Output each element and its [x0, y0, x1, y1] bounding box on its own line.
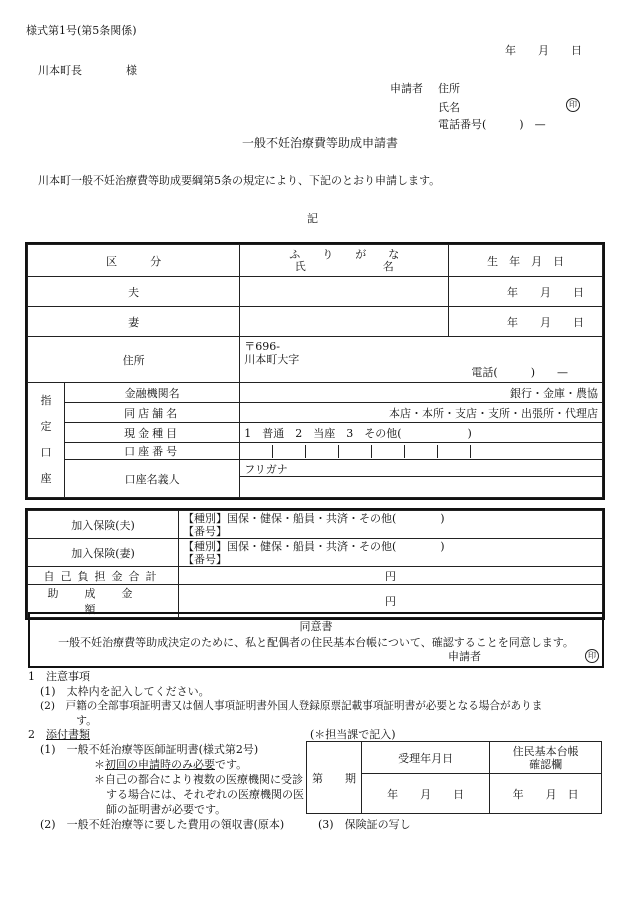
note-2-1a: ＊初回の申請時のみ必要です。 — [94, 758, 248, 771]
grant-amount-field[interactable]: 円 — [179, 585, 603, 618]
account-number-field[interactable] — [240, 443, 603, 460]
phone-label: 電話番号( ) — — [438, 118, 546, 131]
document-title: 一般不妊治療費等助成申請書 — [242, 136, 399, 150]
wife-birth-field[interactable]: 年 月 日 — [449, 307, 603, 337]
period-label: 第 期 — [307, 742, 362, 814]
address-row-label: 住所 — [28, 337, 240, 383]
seal-icon: 印 — [585, 649, 599, 663]
note-2-1d: 師の証明書が必要です。 — [106, 803, 227, 816]
insurance-wife-field[interactable]: 【種別】国保・健保・船員・共済・その他( ) 【番号】 — [179, 539, 603, 567]
furigana-header: ふ り が な — [289, 247, 400, 261]
date-line: 年 月 日 — [505, 44, 582, 57]
address-field[interactable] — [240, 337, 603, 383]
name-header — [240, 245, 449, 277]
husband-name-field[interactable] — [240, 277, 449, 307]
note-heading-1: 1 注意事項 — [28, 670, 90, 683]
bank-name-label: 金融機関名 — [65, 383, 240, 403]
designated-account-label: 指 定 口 座 — [28, 383, 65, 498]
bank-name-field[interactable]: 銀行・金庫・農協 — [240, 383, 603, 403]
office-use-caption: (＊担当課で記入) — [310, 728, 396, 741]
note-1-2b: す。 — [76, 714, 98, 727]
shimei-header: 氏 名 — [294, 259, 394, 273]
account-holder-field[interactable] — [240, 460, 603, 498]
seal-mark — [566, 97, 580, 112]
resident-check-header: 住民基本台帳 確認欄 — [490, 742, 602, 774]
grant-amount-label: 助成金額 — [28, 585, 179, 618]
office-use-table — [306, 741, 602, 814]
ki-mark: 記 — [307, 212, 318, 225]
account-number-cells — [240, 445, 602, 458]
form-number: 様式第1号(第5条関係) — [26, 24, 137, 37]
received-date-field[interactable]: 年 月 日 — [362, 774, 490, 814]
note-2-3: (3) 保険証の写し — [318, 818, 411, 831]
birth-header: 生 年 月 日 — [449, 245, 603, 277]
husband-label: 夫 — [28, 277, 240, 307]
note-2-1b: ＊自己の都合により複数の医療機関に受診 — [94, 773, 303, 786]
consent-applicant: 申請者 — [448, 650, 481, 663]
application-table — [27, 244, 603, 498]
account-holder-label: 口座名義人 — [65, 460, 240, 498]
wife-name-field[interactable] — [240, 307, 449, 337]
insurance-husband-label: 加入保険(夫) — [28, 511, 179, 539]
account-type-label: 現金種目 — [65, 423, 240, 443]
branch-field[interactable]: 本店・本所・支店・支所・出張所・代理店 — [240, 403, 603, 423]
zip-code: 〒696- — [244, 340, 280, 353]
town-name: 川本町大字 — [244, 353, 300, 366]
wife-label: 妻 — [28, 307, 240, 337]
self-pay-total-label: 自己負担金合計 — [28, 567, 179, 585]
addressee: 川本町長 様 — [38, 64, 137, 77]
applicant-label: 申請者 — [390, 82, 423, 95]
consent-title: 同意書 — [299, 620, 333, 633]
husband-birth-field[interactable]: 年 月 日 — [449, 277, 603, 307]
address-phone: 電話( ) — — [471, 366, 568, 379]
address-label: 住所 — [438, 82, 460, 95]
resident-check-field[interactable]: 年 月 日 — [490, 774, 602, 814]
kubun-header: 区 分 — [28, 245, 240, 277]
attachments-title: 添付書類 — [46, 728, 90, 741]
intro-text: 川本町一般不妊治療費等助成要綱第5条の規定により、下記のとおり申請します。 — [38, 174, 441, 187]
insurance-wife-label: 加入保険(妻) — [28, 539, 179, 567]
branch-label: 同店舗名 — [65, 403, 240, 423]
consent-text: 一般不妊治療費等助成決定のために、私と配偶者の住民基本台帳について、確認することを同意します。 — [58, 636, 574, 649]
note-heading-2: 2 添付書類 — [28, 728, 90, 741]
consent-box — [28, 612, 604, 668]
holder-kana: フリガナ — [240, 460, 602, 477]
self-pay-total-field[interactable]: 円 — [179, 567, 603, 585]
insurance-husband-field[interactable]: 【種別】国保・健保・船員・共済・その他( ) 【番号】 — [179, 511, 603, 539]
received-date-header: 受理年月日 — [362, 742, 490, 774]
name-label: 氏名 — [438, 101, 460, 114]
note-2-2: (2) 一般不妊治療等に要した費用の領収書(原本) — [40, 818, 285, 831]
note-2-1: (1) 一般不妊治療等医師証明書(様式第2号) — [40, 743, 259, 756]
account-number-label: 口座番号 — [65, 443, 240, 460]
note-1-2: (2) 戸籍の全部事項証明書又は個人事項証明書外国人登録原票記載事項証明書が必要となる場合がありま — [40, 700, 543, 712]
account-type-field[interactable]: 1 普通 2 当座 3 その他( ) — [240, 423, 603, 443]
consent-seal — [585, 648, 599, 663]
note-1-1: (1) 太枠内を記入してください。 — [40, 685, 210, 698]
seal-icon: 印 — [566, 98, 580, 112]
note-2-1c: する場合には、それぞれの医療機関の医 — [106, 788, 304, 801]
insurance-table — [27, 510, 603, 618]
